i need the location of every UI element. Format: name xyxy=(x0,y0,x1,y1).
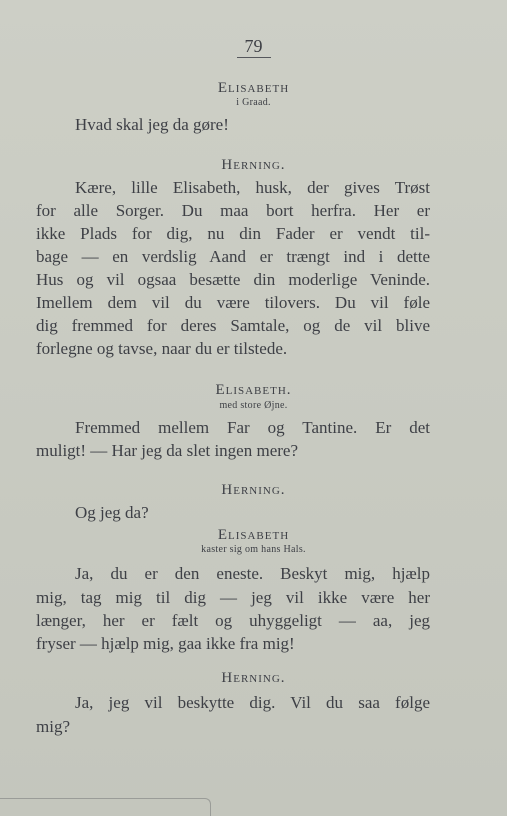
stage-direction: med store Øjne. xyxy=(219,400,288,411)
dialogue-line: for alle Sorger. Du maa bort herfra. Her er xyxy=(36,201,430,220)
dialogue-line: muligt! — Har jeg da slet ingen mere? xyxy=(36,441,298,460)
dialogue-line: ikke Plads for dig, nu din Fader er vendt til- xyxy=(36,224,430,243)
speaker-name: Herning. xyxy=(221,482,286,498)
speaker-name: Herning. xyxy=(221,157,286,173)
dialogue-line: længer, her er fælt og uhyggeligt — aa, jeg xyxy=(36,611,430,630)
dialogue-line: Og jeg da? xyxy=(75,503,149,522)
dialogue-line: forlegne og tavse, naar du er tilstede. xyxy=(36,339,288,358)
speaker-name: Elisabeth xyxy=(217,527,290,543)
dialogue-line: mig, tag mig til dig — jeg vil ikke være her xyxy=(36,588,430,607)
dialogue-line: bage — en verdslig Aand er trængt ind i dette xyxy=(36,247,430,266)
dialogue-line: Kære, lille Elisabeth, husk, der gives Trøst xyxy=(75,178,430,197)
dialogue-line: Ja, jeg vil beskytte dig. Vil du saa følge xyxy=(75,693,430,712)
dialogue-line: fryser — hjælp mig, gaa ikke fra mig! xyxy=(36,634,295,653)
stage-direction: kaster sig om hans Hals. xyxy=(201,544,306,555)
dialogue-line: Imellem dem vil du være tilovers. Du vil føle xyxy=(36,293,430,312)
stage-direction: i Graad. xyxy=(236,97,271,108)
dialogue-line: Hus og vil ogsaa besætte din moderlige Veninde. xyxy=(36,270,430,289)
page-number: 79 xyxy=(0,36,507,57)
page-edge-divider xyxy=(0,798,211,816)
dialogue-line: mig? xyxy=(36,717,70,736)
dialogue-line: dig fremmed for deres Samtale, og de vil blive xyxy=(36,316,430,335)
speaker-name: Herning. xyxy=(221,670,286,686)
speaker-name: Elisabeth xyxy=(217,80,290,96)
speaker-name: Elisabeth. xyxy=(215,382,292,398)
dialogue-line: Fremmed mellem Far og Tantine. Er det xyxy=(75,418,430,437)
dialogue-line: Hvad skal jeg da gøre! xyxy=(75,115,229,134)
dialogue-line: Ja, du er den eneste. Beskyt mig, hjælp xyxy=(75,564,430,583)
